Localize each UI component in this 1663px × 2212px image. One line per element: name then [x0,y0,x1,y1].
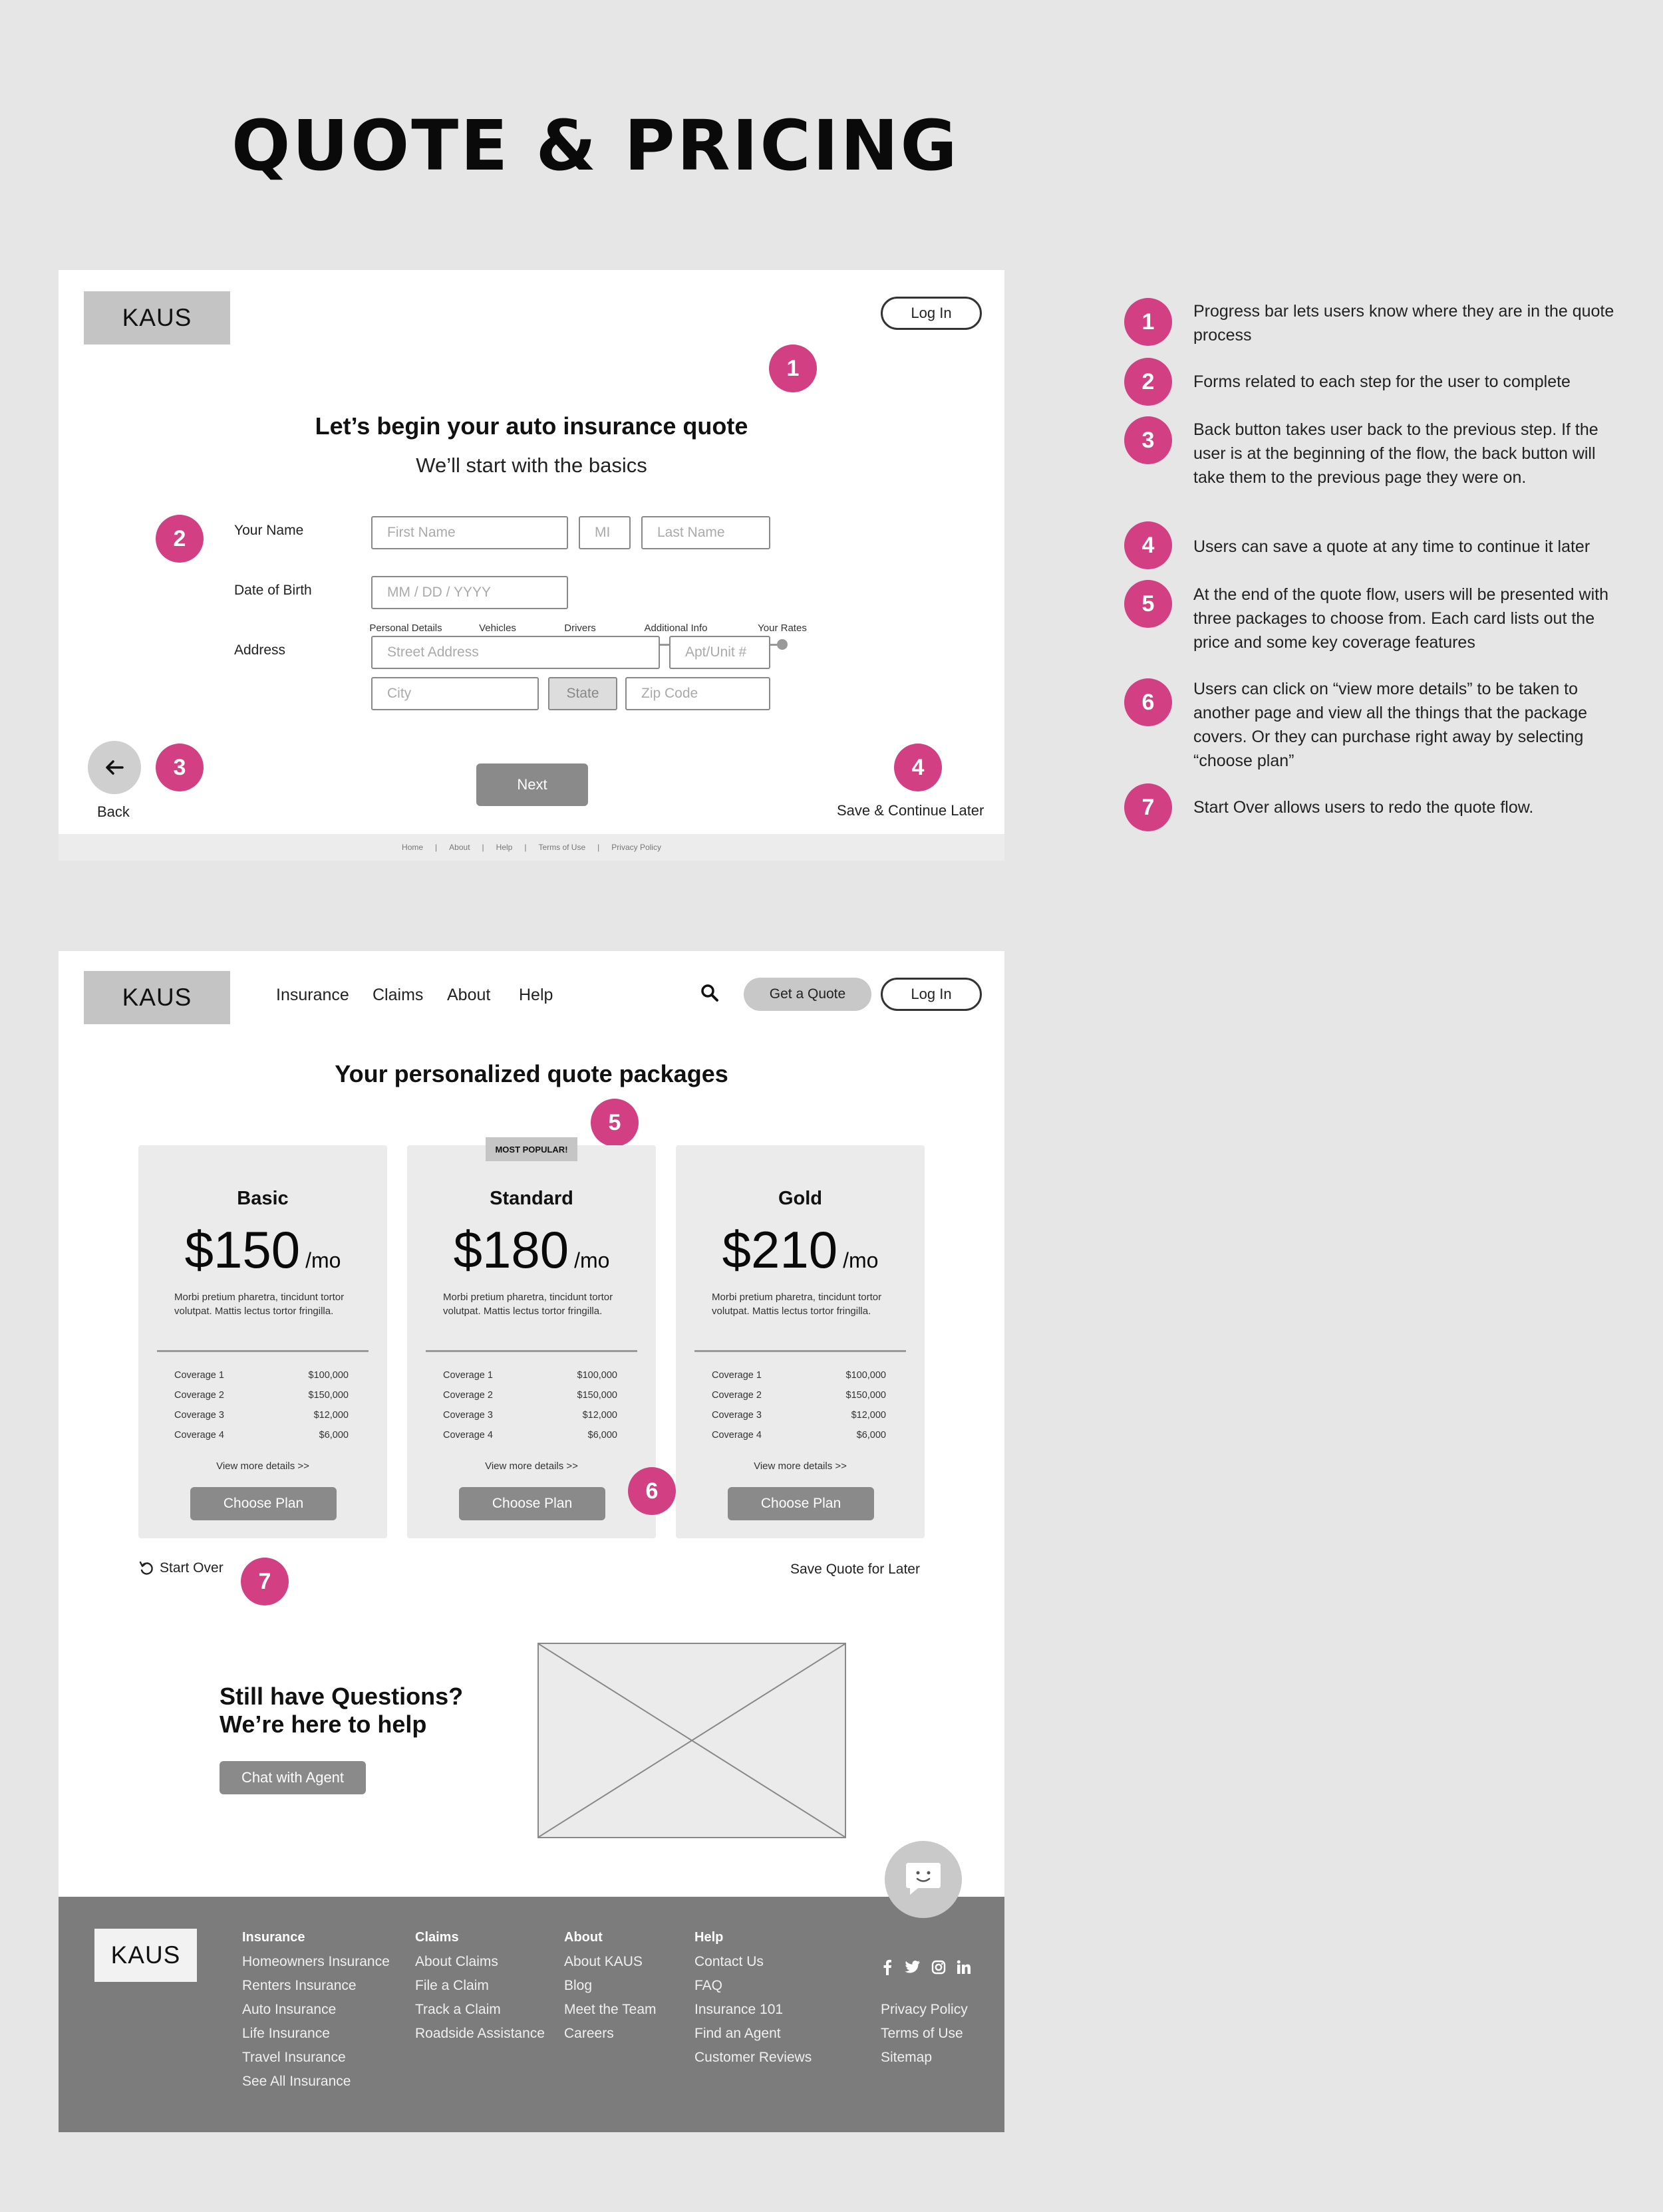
quote-form-screen [59,270,1004,861]
plan-description: Morbi pretium pharetra, tincidunt tortor volutpat. Mattis lectus tortor fringilla. [174,1292,345,1317]
coverage-value: $12,000 [313,1410,349,1421]
view-more-details-link[interactable]: View more details >> [754,1460,847,1472]
coverage-name: Coverage 3 [712,1410,762,1421]
footer-heading-insurance: Insurance [242,1930,305,1945]
footer-legal-sitemap[interactable]: Sitemap [881,2050,933,2065]
street-address-field[interactable]: Street Address [371,636,660,669]
plan-name: Standard [490,1188,573,1209]
mini-footer [59,834,1004,861]
annotation-badge-4: 4 [894,744,942,791]
dob-field[interactable]: MM / DD / YYYY [371,576,568,609]
coverage-value: $6,000 [856,1430,886,1441]
footer-legal-terms[interactable]: Terms of Use [881,2026,963,2041]
footer-link[interactable]: About Claims [415,1954,498,1969]
footer-link[interactable]: About KAUS [564,1954,643,1969]
coverage-row [443,1370,617,1381]
coverage-value: $100,000 [308,1370,349,1381]
note-text-4: Users can save a quote at any time to continue it later [1193,537,1590,556]
footer-logo[interactable]: KAUS [94,1929,197,1982]
footer-link[interactable]: Contact Us [694,1954,764,1969]
name-label: Your Name [234,523,304,538]
price-amount: $180 [453,1220,569,1279]
coverage-name: Coverage 2 [712,1390,762,1401]
coverage-name: Coverage 4 [712,1430,762,1441]
footer-divider: | [597,843,600,852]
footer-heading-claims: Claims [415,1930,459,1945]
coverage-value: $100,000 [577,1370,617,1381]
linkedin-icon[interactable] [957,1960,971,1975]
questions-line-1: Still have Questions? [220,1683,464,1710]
coverage-row [443,1410,617,1421]
footer-link[interactable]: Find an Agent [694,2026,781,2041]
footer-link-home[interactable]: Home [402,843,424,852]
undo-icon [138,1560,154,1576]
coverage-name: Coverage 2 [443,1390,493,1401]
apt-unit-field[interactable]: Apt/Unit # [669,636,770,669]
plan-name: Basic [237,1188,289,1209]
start-over-link[interactable] [138,1560,224,1576]
footer-divider: | [435,843,438,852]
annotation-badge-1: 1 [769,345,817,392]
page-title: QUOTE & PRICING [231,105,959,186]
note-badge-4: 4 [1124,521,1172,569]
plan-card-gold [676,1145,925,1538]
site-footer [59,1897,1004,2132]
plan-price [138,1220,387,1280]
coverage-name: Coverage 3 [174,1410,224,1421]
arrow-left-icon [101,754,128,781]
footer-link-help[interactable]: Help [496,843,513,852]
save-continue-later-link[interactable]: Save & Continue Later [837,802,984,819]
coverage-row [174,1410,349,1421]
step-label-additional-info: Additional Info [644,622,708,634]
price-period: /mo [305,1248,341,1272]
note-badge-1: 1 [1124,298,1172,346]
plan-description: Morbi pretium pharetra, tincidunt tortor volutpat. Mattis lectus tortor fringilla. [712,1292,882,1317]
footer-link-about[interactable]: About [449,843,470,852]
price-amount: $210 [722,1220,838,1279]
footer-legal-privacy[interactable]: Privacy Policy [881,2002,968,2017]
choose-plan-button[interactable]: Choose Plan [190,1487,337,1520]
note-badge-6: 6 [1124,678,1172,726]
coverage-row [712,1390,886,1401]
coverage-name: Coverage 2 [174,1390,224,1401]
note-text-6: Users can click on “view more details” to be taken to another page and view all the things that the package covers. Or they can purchase right away by selecting “choose plan” [1193,680,1588,770]
footer-link[interactable]: Auto Insurance [242,2002,337,2017]
plan-name: Gold [778,1188,823,1209]
footer-link[interactable]: Track a Claim [415,2002,501,2017]
divider [426,1350,637,1352]
annotation-badge-6: 6 [628,1467,676,1515]
coverage-row [174,1370,349,1381]
first-name-field[interactable]: First Name [371,516,568,549]
twitter-icon[interactable] [905,1960,921,1975]
coverage-row [712,1370,886,1381]
coverage-value: $6,000 [587,1430,617,1441]
coverage-row [443,1430,617,1441]
coverage-row [443,1390,617,1401]
annotation-badge-2: 2 [156,515,204,563]
coverage-value: $150,000 [845,1390,886,1401]
footer-link[interactable]: FAQ [694,1978,723,1993]
search-icon[interactable] [700,983,720,1006]
footer-link[interactable]: Customer Reviews [694,2050,812,2065]
footer-divider: | [482,843,484,852]
footer-link[interactable]: Roadside Assistance [415,2026,545,2041]
footer-heading-about: About [564,1930,603,1945]
coverage-value: $150,000 [308,1390,349,1401]
footer-link[interactable]: Life Insurance [242,2026,330,2041]
coverage-row [712,1410,886,1421]
back-label: Back [97,803,130,820]
note-badge-5: 5 [1124,580,1172,628]
annotation-badge-5: 5 [591,1099,639,1147]
footer-link[interactable]: Blog [564,1978,593,1993]
coverage-value: $6,000 [319,1430,349,1441]
chat-widget-button[interactable] [885,1841,962,1918]
nav-help[interactable]: Help [519,986,553,1004]
footer-heading-help: Help [694,1930,724,1945]
footer-link[interactable]: Careers [564,2026,614,2041]
note-text-5: At the end of the quote flow, users will be presented with three packages to choose from. Each card lists out the price and some key coverage features [1193,585,1608,652]
annotation-badge-7: 7 [241,1558,289,1605]
price-period: /mo [574,1248,610,1272]
footer-link[interactable]: Meet the Team [564,2002,657,2017]
price-period: /mo [843,1248,879,1272]
footer-link-terms[interactable]: Terms of Use [538,843,586,852]
packages-heading: Your personalized quote packages [335,1060,728,1087]
step-label-personal-details: Personal Details [369,622,442,634]
note-text-3: Back button takes user back to the previous step. If the user is at the beginning of the flow, the back button will take them to the previous page they were on. [1193,420,1598,487]
save-quote-later-link[interactable]: Save Quote for Later [790,1562,920,1577]
divider [157,1350,369,1352]
city-field[interactable]: City [371,677,539,710]
form-heading: Let’s begin your auto insurance quote [315,412,748,440]
note-badge-2: 2 [1124,358,1172,406]
view-more-details-link[interactable]: View more details >> [216,1460,309,1472]
nav-claims[interactable]: Claims [373,986,424,1004]
chat-icon [903,1862,943,1897]
plan-card-standard [407,1145,656,1538]
coverage-name: Coverage 1 [443,1370,493,1381]
start-over-label: Start Over [160,1560,224,1576]
coverage-name: Coverage 1 [712,1370,762,1381]
footer-link[interactable]: Insurance 101 [694,2002,784,2017]
coverage-row [712,1430,886,1441]
image-placeholder [537,1643,846,1838]
footer-link[interactable]: File a Claim [415,1978,489,1993]
coverage-row [174,1430,349,1441]
zip-code-field[interactable]: Zip Code [625,677,770,710]
state-field[interactable]: State [548,677,617,710]
next-button[interactable]: Next [476,763,588,806]
back-button[interactable] [88,741,141,794]
coverage-name: Coverage 1 [174,1370,224,1381]
footer-link[interactable]: Renters Insurance [242,1978,357,1993]
form-subheading: We’ll start with the basics [416,454,647,477]
note-text-2: Forms related to each step for the user to complete [1193,372,1571,391]
chat-with-agent-button[interactable]: Chat with Agent [220,1761,366,1794]
instagram-icon[interactable] [931,1960,946,1975]
logo[interactable]: KAUS [84,291,230,345]
last-name-field[interactable]: Last Name [641,516,770,549]
coverage-value: $100,000 [845,1370,886,1381]
middle-initial-field[interactable]: MI [579,516,631,549]
note-badge-3: 3 [1124,416,1172,464]
footer-link-privacy[interactable]: Privacy Policy [611,843,661,852]
price-amount: $150 [184,1220,301,1279]
logo[interactable]: KAUS [84,971,230,1024]
footer-link[interactable]: Travel Insurance [242,2050,346,2065]
note-text-1: Progress bar lets users know where they are in the quote process [1193,302,1614,345]
note-badge-7: 7 [1124,783,1172,831]
dob-label: Date of Birth [234,583,312,598]
view-more-details-link[interactable]: View more details >> [485,1460,578,1472]
coverage-value: $12,000 [582,1410,617,1421]
facebook-icon[interactable] [881,1959,894,1975]
plan-price [676,1220,925,1280]
footer-divider: | [524,843,527,852]
coverage-value: $150,000 [577,1390,617,1401]
social-icons [881,1959,971,1975]
divider [694,1350,906,1352]
step-label-vehicles: Vehicles [479,622,516,634]
plan-description: Morbi pretium pharetra, tincidunt tortor volutpat. Mattis lectus tortor fringilla. [443,1292,613,1317]
choose-plan-button[interactable]: Choose Plan [728,1487,874,1520]
note-text-7: Start Over allows users to redo the quote flow. [1193,798,1534,817]
footer-link[interactable]: Homeowners Insurance [242,1954,390,1969]
address-label: Address [234,642,286,658]
coverage-name: Coverage 4 [174,1430,224,1441]
questions-heading [220,1683,463,1738]
plan-price [407,1220,656,1280]
nav-insurance[interactable]: Insurance [276,986,349,1004]
footer-link[interactable]: See All Insurance [242,2074,351,2089]
step-label-your-rates: Your Rates [758,622,807,634]
step-label-drivers: Drivers [564,622,596,634]
coverage-name: Coverage 3 [443,1410,493,1421]
nav-about[interactable]: About [447,986,491,1004]
coverage-name: Coverage 4 [443,1430,493,1441]
most-popular-badge: MOST POPULAR! [486,1137,577,1161]
coverage-row [174,1390,349,1401]
choose-plan-button[interactable]: Choose Plan [459,1487,605,1520]
plan-card-basic [138,1145,387,1538]
login-button[interactable]: Log In [881,978,982,1011]
annotation-badge-3: 3 [156,744,204,791]
coverage-value: $12,000 [851,1410,886,1421]
login-button[interactable]: Log In [881,297,982,330]
step-dot [777,639,788,650]
questions-line-2: We’re here to help [220,1711,427,1738]
get-quote-button[interactable]: Get a Quote [744,978,871,1011]
